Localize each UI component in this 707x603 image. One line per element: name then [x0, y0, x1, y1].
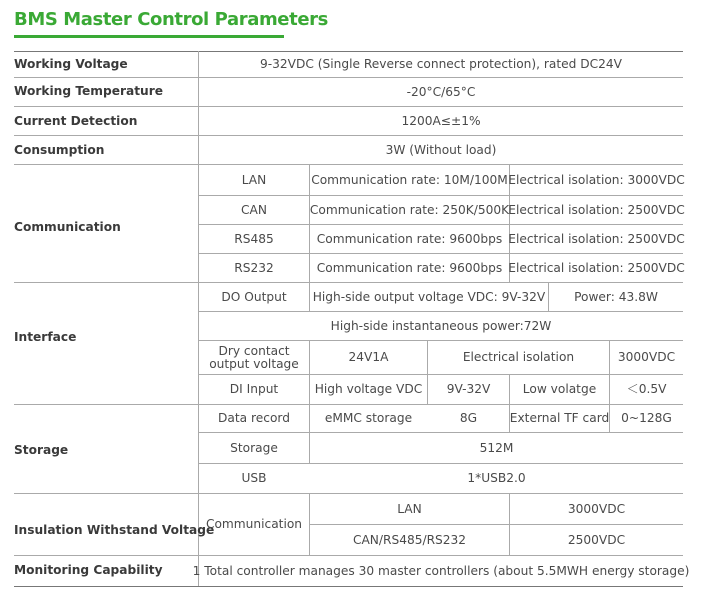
- dry-contact-isolation-label: Electrical isolation: [462, 350, 575, 364]
- title-underline: [14, 35, 284, 38]
- comm-isolation-rs232: Electrical isolation: 2500VDC: [508, 260, 685, 275]
- label-working-temperature: Working Temperature: [14, 84, 163, 98]
- storage-data-record: Data record: [218, 411, 290, 425]
- interface-do-instant-power: High-side instantaneous power:72W: [330, 318, 552, 333]
- value-working-temperature: -20°C/65°C: [406, 84, 476, 99]
- table-bottom-border: [14, 586, 683, 587]
- insulation-ports-can: CAN/RS485/RS232: [352, 532, 467, 547]
- label-insulation: Insulation Withstand Voltage: [14, 523, 215, 537]
- di-low-label: Low volatge: [522, 382, 597, 396]
- label-interface: Interface: [14, 330, 77, 344]
- label-current-detection: Current Detection: [14, 114, 138, 128]
- comm-isolation-rs485: Electrical isolation: 2500VDC: [508, 231, 685, 246]
- value-monitoring: 1 Total controller manages 30 master controllers (about 5.5MWH energy storage): [192, 563, 690, 578]
- dry-contact-line2: output voltage: [209, 356, 299, 371]
- insulation-ports-lan: LAN: [397, 501, 422, 516]
- insulation-communication: Communication: [205, 517, 303, 531]
- label-storage: Storage: [14, 443, 69, 457]
- comm-port-rs485: RS485: [234, 231, 274, 246]
- insulation-value-can: 2500VDC: [567, 532, 626, 547]
- interface-di-input: DI Input: [229, 382, 279, 396]
- storage-tf-card: External TF card: [509, 411, 610, 425]
- dry-contact-value: 24V1A: [348, 350, 389, 364]
- page-title: BMS Master Control Parameters: [14, 9, 328, 30]
- comm-rate-can: Communication rate: 250K/500K: [309, 202, 510, 217]
- comm-port-can: CAN: [241, 202, 267, 217]
- di-high-value: 9V-32V: [446, 382, 491, 396]
- label-monitoring: Monitoring Capability: [14, 563, 163, 577]
- storage-storage: Storage: [230, 440, 278, 455]
- storage-emmc: eMMC storage: [324, 411, 413, 425]
- di-low-value: ＜0.5V: [626, 382, 667, 396]
- comm-rate-rs485: Communication rate: 9600bps: [316, 231, 503, 246]
- dry-contact-line1: Dry contact: [218, 343, 290, 358]
- di-high-label: High voltage VDC: [314, 382, 423, 396]
- dry-contact-isolation-value: 3000VDC: [617, 350, 676, 364]
- storage-storage-value: 512M: [479, 440, 514, 455]
- interface-do-power: Power: 43.8W: [574, 289, 658, 304]
- value-current-detection: 1200A≤±1%: [401, 113, 481, 128]
- value-consumption: 3W (Without load): [385, 142, 497, 157]
- value-working-voltage: 9-32VDC (Single Reverse connect protection), rated DC24V: [259, 57, 623, 71]
- interface-do-output: DO Output: [221, 289, 287, 304]
- interface-dry-contact: [199, 341, 309, 374]
- storage-tf-range: 0~128G: [621, 411, 672, 425]
- storage-emmc-size: 8G: [459, 411, 478, 425]
- interface-do-voltage: High-side output voltage VDC: 9V-32V: [312, 289, 546, 304]
- storage-usb-value: 1*USB2.0: [467, 471, 526, 485]
- comm-isolation-lan: Electrical isolation: 3000VDC: [508, 172, 685, 187]
- comm-rate-rs232: Communication rate: 9600bps: [316, 260, 503, 275]
- comm-port-lan: LAN: [241, 172, 267, 187]
- insulation-value-lan: 3000VDC: [567, 501, 626, 516]
- label-communication: Communication: [14, 220, 121, 234]
- storage-usb: USB: [241, 471, 267, 485]
- comm-port-rs232: RS232: [234, 260, 274, 275]
- comm-rate-lan: Communication rate: 10M/100M: [311, 172, 508, 187]
- label-working-voltage: Working Voltage: [14, 57, 128, 71]
- label-consumption: Consumption: [14, 143, 105, 157]
- comm-isolation-can: Electrical isolation: 2500VDC: [508, 202, 685, 217]
